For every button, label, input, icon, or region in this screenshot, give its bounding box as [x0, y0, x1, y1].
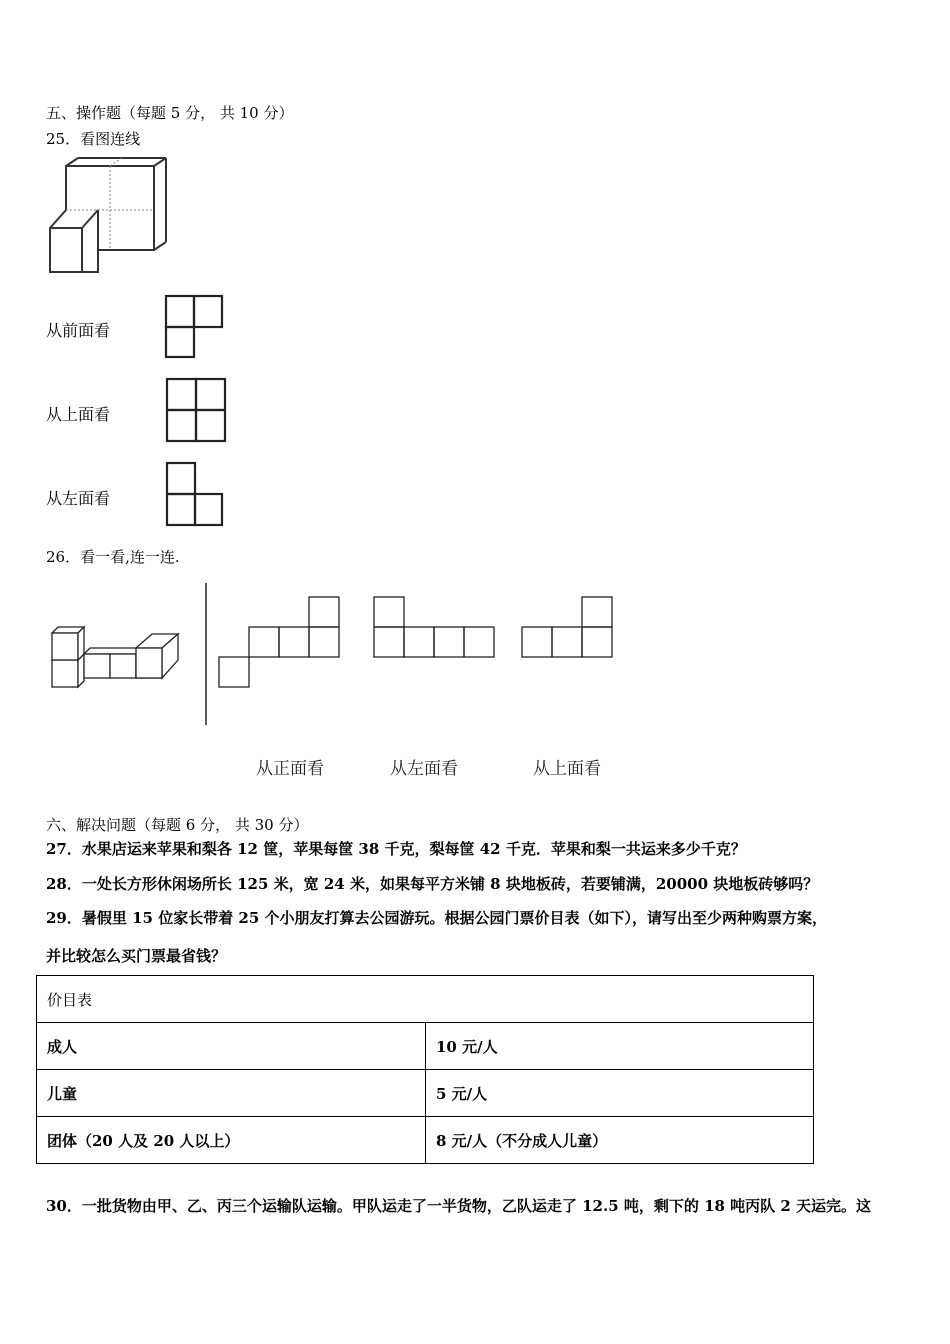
ticket-type: 团体（20 人及 20 人以上） [37, 1117, 426, 1164]
q26-view-shape-2 [372, 595, 496, 659]
caption-left-view: 从左面看 [390, 759, 458, 779]
caption-top-view: 从上面看 [533, 759, 601, 779]
divider-line [205, 583, 209, 728]
view-label-left: 从左面看 [46, 489, 111, 508]
view-label-front: 从前面看 [46, 321, 111, 340]
q26-view-shape-3 [521, 595, 615, 659]
ticket-price: 8 元/人（不分成人儿童） [426, 1117, 814, 1164]
question-29-line-2: 并比较怎么买门票最省钱？ [46, 947, 227, 965]
question-29-line-1: 29．暑假里 15 位家长带着 25 个小朋友打算去公园游玩。根据公园门票价目表（如下），请写出至少两种购票方案， [46, 909, 828, 927]
section-6-title: 六、解决问题（每题 6 分， 共 30 分） [46, 816, 309, 834]
section-5-title: 五、操作题（每题 5 分， 共 10 分） [46, 104, 294, 122]
question-28: 28．一处长方形休闲场所长 125 米，宽 24 米，如果每平方米铺 8 块地板砖，若要铺满，20000 块地板砖够吗？ [46, 875, 819, 893]
top-view-shape [165, 377, 227, 443]
ticket-type: 成人 [37, 1023, 426, 1070]
table-row [37, 1117, 814, 1164]
table-title: 价目表 [37, 976, 814, 1023]
q26-cube-arrangement [48, 622, 183, 690]
q25-solid-figure [46, 158, 161, 276]
table-row [37, 1070, 814, 1117]
q26-view-shape-1 [218, 595, 342, 689]
table-row [37, 1023, 814, 1070]
question-25-title: 25．看图连线 [46, 130, 141, 148]
question-30: 30．一批货物由甲、乙、丙三个运输队运输。甲队运走了一半货物，乙队运走了 12.5 吨，剩下的 18 吨丙队 2 天运完。这 [46, 1197, 872, 1215]
price-table [36, 975, 814, 1164]
table-title-row [37, 976, 814, 1023]
ticket-price: 5 元/人 [426, 1070, 814, 1117]
view-label-top: 从上面看 [46, 405, 111, 424]
ticket-type: 儿童 [37, 1070, 426, 1117]
front-view-shape [165, 294, 225, 359]
question-26-title: 26．看一看,连一连. [46, 548, 180, 566]
left-view-shape [165, 461, 225, 527]
caption-front-view: 从正面看 [256, 759, 324, 779]
ticket-price: 10 元/人 [426, 1023, 814, 1070]
question-27: 27．水果店运来苹果和梨各 12 筐，苹果每筐 38 千克，梨每筐 42 千克．苹果和梨一共运来多少千克？ [46, 840, 746, 858]
